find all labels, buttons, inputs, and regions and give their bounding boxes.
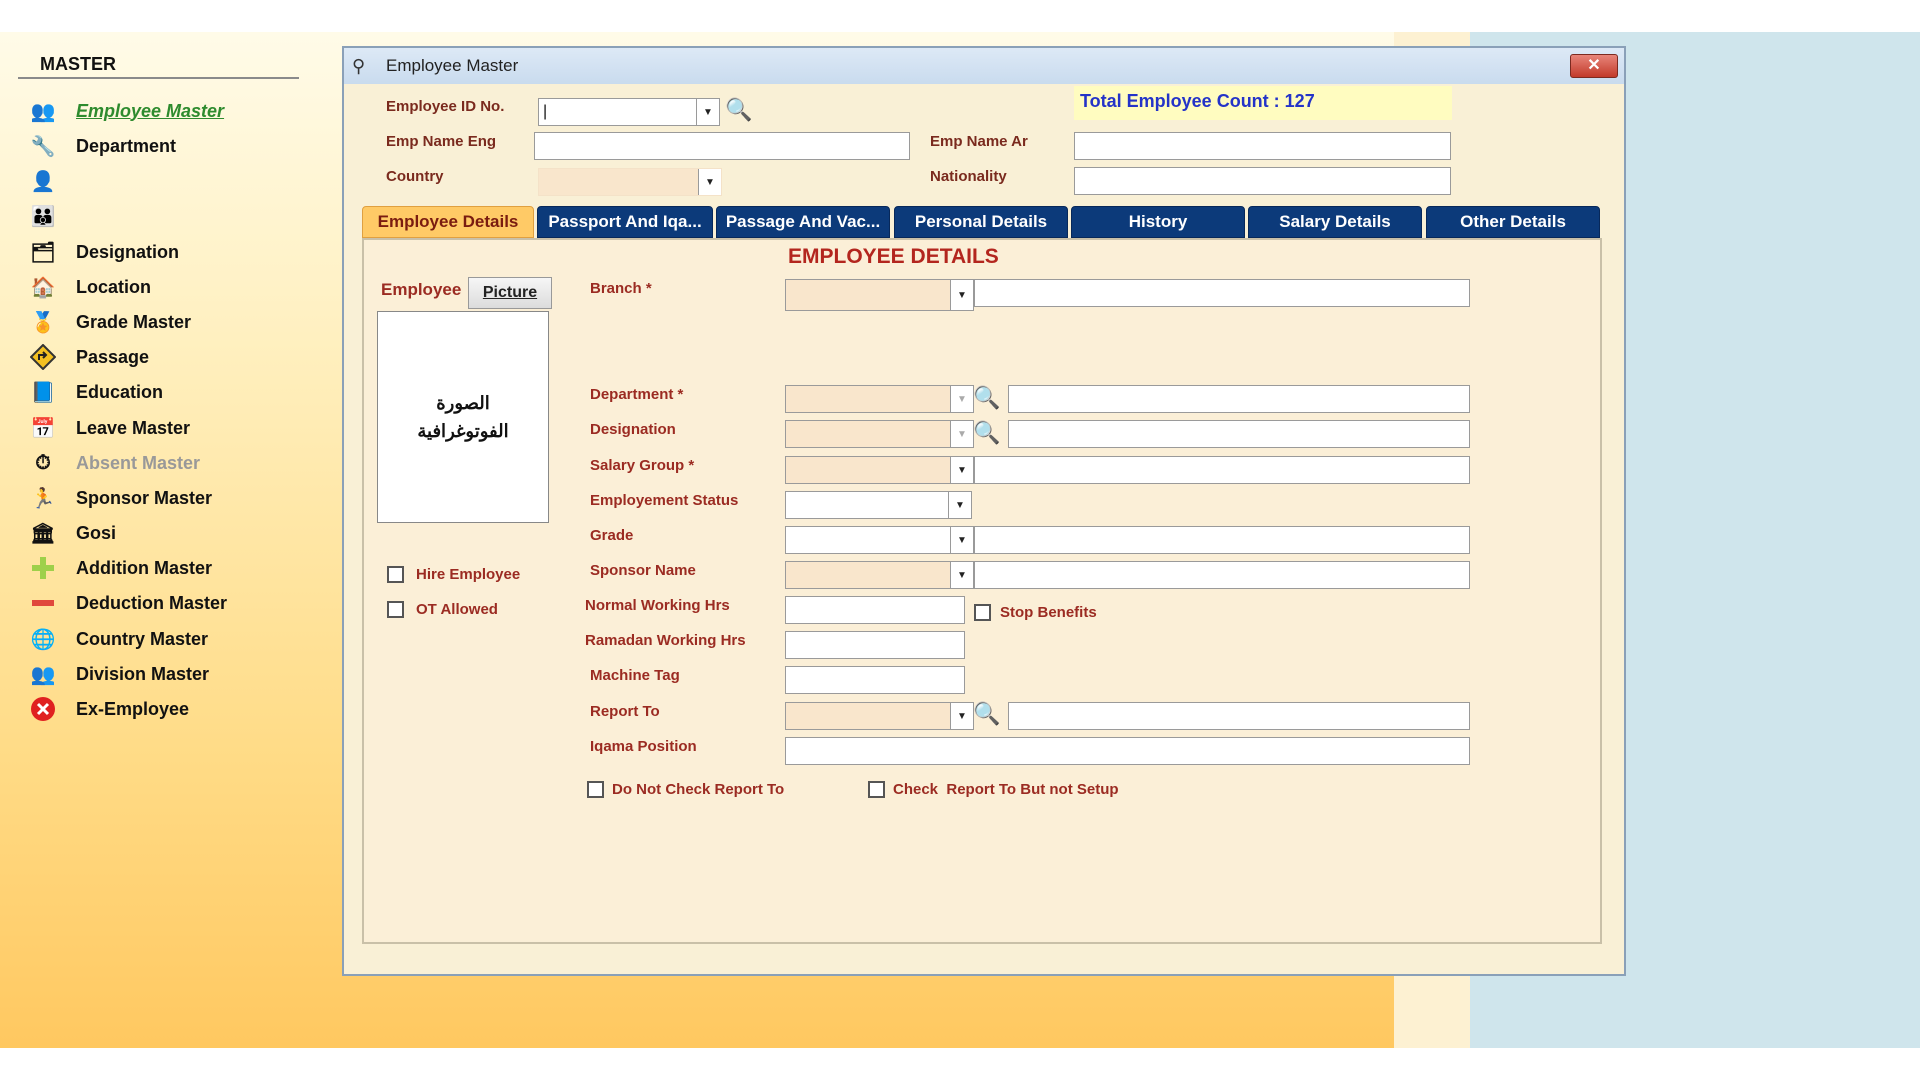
chevron-down-icon[interactable]: ▼ [950,386,973,412]
sidebar-item-label: Education [76,381,164,402]
sidebar-item-label: Deduction Master [76,592,228,613]
employment-status-label: Employement Status [590,492,739,509]
hire-employee-label: Hire Employee [416,566,521,583]
close-circle-icon [28,695,58,723]
branch-combo[interactable] [785,279,974,311]
key-icon: ⚲ [352,55,366,76]
stop-benefits-label: Stop Benefits [1000,604,1097,621]
do-not-check-report-to-label: Do Not Check Report To [612,781,785,798]
sidebar-item-label: Ex-Employee [76,698,190,719]
chevron-down-icon[interactable]: ▼ [696,99,719,125]
department-name-input[interactable] [1008,385,1470,413]
search-icon[interactable]: 🔍 [973,420,1001,445]
sidebar-item-label: Addition Master [76,557,213,578]
tab-personal-details[interactable]: Personal Details [894,206,1068,238]
total-employee-count-text: Total Employee Count : 127 [1080,91,1315,111]
sidebar-item-label: Designation [76,241,180,262]
report-to-combo[interactable] [785,702,974,730]
emp-name-ar-label: Emp Name Ar [930,133,1028,150]
sidebar-item-ex-employee[interactable] [28,694,189,724]
sidebar-item-group[interactable] [28,201,76,231]
location-icon: 🏠 [30,276,56,299]
sidebar-item-country-master[interactable] [28,624,208,654]
nationality-input[interactable] [1074,167,1451,195]
tab-passage-and-vacation[interactable]: Passage And Vac... [716,206,890,238]
do-not-check-report-to-checkbox[interactable] [587,781,604,798]
designation-icon: 🗂 [30,241,56,264]
hire-employee-checkbox[interactable] [387,566,404,583]
emp-name-eng-label: Emp Name Eng [386,133,497,150]
people-gear-icon: 👥 [30,100,56,123]
tools-icon: 🔧 [30,135,56,158]
emp-name-ar-input[interactable] [1074,132,1451,160]
ot-allowed-label: OT Allowed [416,601,498,618]
ot-allowed-checkbox[interactable] [387,601,404,618]
gosi-icon: 🏛 [30,522,56,545]
iqama-position-label: Iqama Position [590,738,697,755]
normal-working-hrs-label: Normal Working Hrs [585,597,730,614]
search-icon[interactable]: 🔍 [725,97,753,122]
sidebar-item-label: Location [76,276,151,297]
grade-combo[interactable] [785,526,974,554]
sidebar-item-passage[interactable] [28,342,149,372]
absent-icon: ⏱ [35,451,51,474]
sidebar-item-employee-master[interactable] [28,96,224,126]
sidebar-item-label: Passage [76,346,150,367]
sidebar-item-designation[interactable] [28,237,179,267]
nationality-label: Nationality [930,168,1007,185]
designation-name-input[interactable] [1008,420,1470,448]
chevron-down-icon[interactable]: ▼ [948,492,971,518]
branch-label: Branch * [590,280,652,297]
search-icon[interactable]: 🔍 [973,385,1001,410]
sidebar-item-addition-master[interactable] [28,553,212,583]
sidebar-item-label: Sponsor Master [76,487,213,508]
total-employee-count [1074,86,1452,120]
report-to-name-input[interactable] [1008,702,1470,730]
close-button[interactable]: ✕ [1570,54,1618,78]
normal-working-hrs-input[interactable] [785,596,965,624]
machine-tag-label: Machine Tag [590,667,680,684]
calendar-icon: 📅 [30,417,56,440]
sponsor-name-label: Sponsor Name [590,562,696,579]
employment-status-combo[interactable] [785,491,972,519]
country-label: Country [386,168,444,185]
tab-other-details[interactable]: Other Details [1426,206,1600,238]
department-combo[interactable] [785,385,974,413]
ramadan-working-hrs-input[interactable] [785,631,965,659]
salary-group-combo[interactable] [785,456,974,484]
sponsor-name-combo[interactable] [785,561,974,589]
sidebar-item-label: Grade Master [76,311,192,332]
photo-box[interactable] [377,311,549,523]
window-titlebar[interactable] [344,48,1624,84]
sidebar-item-label: Country Master [76,628,209,649]
sidebar-divider [18,77,299,79]
designation-combo[interactable] [785,420,974,448]
sidebar-item-leave-master[interactable] [28,413,190,443]
text-cursor: | [543,103,548,120]
grade-icon: 🏅 [30,311,56,334]
check-report-to-not-setup-label: Check Report To But not Setup [893,781,1119,798]
tab-history[interactable]: History [1071,206,1245,238]
sidebar-title: MASTER [40,54,116,74]
sidebar-item-label: Employee Master [76,100,225,121]
sponsor-name-input[interactable] [974,561,1470,589]
sidebar-item-location[interactable] [28,272,151,302]
minus-icon [28,589,58,617]
sidebar-item-deduction-master[interactable] [28,588,227,618]
sidebar-item-division-master[interactable] [28,659,209,689]
salary-group-name-input[interactable] [974,456,1470,484]
machine-tag-input[interactable] [785,666,965,694]
ramadan-working-hrs-label: Ramadan Working Hrs [585,632,746,649]
chevron-down-icon[interactable]: ▼ [950,703,973,729]
search-icon[interactable]: 🔍 [973,701,1001,726]
stop-benefits-checkbox[interactable] [974,604,991,621]
chevron-down-icon[interactable]: ▼ [950,562,973,588]
check-report-to-not-setup-checkbox[interactable] [868,781,885,798]
emp-name-eng-input[interactable] [534,132,910,160]
tab-salary-details[interactable]: Salary Details [1248,206,1422,238]
section-title: EMPLOYEE DETAILS [788,245,999,268]
iqama-position-input[interactable] [785,737,1470,765]
salary-group-label: Salary Group * [590,457,695,474]
chevron-down-icon[interactable]: ▼ [950,421,973,447]
picture-button[interactable]: Picture [468,277,552,309]
department-label: Department * [590,386,684,403]
sidebar-item-sponsor-master[interactable] [28,483,212,513]
country-combo[interactable] [538,168,722,196]
sidebar-item-gosi[interactable] [28,518,116,548]
grade-name-input[interactable] [974,526,1470,554]
branch-name-input[interactable] [974,279,1470,307]
employee-id-combo[interactable] [538,98,720,126]
chevron-down-icon[interactable]: ▼ [950,280,973,310]
globe-icon: 🌐 [30,628,56,651]
user-tree-icon: 👤 [30,170,56,193]
sidebar-item-label: Division Master [76,663,210,684]
sidebar-item-education[interactable] [28,377,163,407]
division-icon: 👥 [30,663,56,686]
runner-icon: 🏃 [30,487,56,510]
sidebar-item-label: Absent Master [76,452,201,473]
sidebar-item-grade-master[interactable] [28,307,191,337]
road-sign-icon [28,343,58,371]
sidebar-item-label: Department [76,135,177,156]
employee-id-label: Employee ID No. [386,98,505,115]
education-icon: 📘 [30,381,56,404]
sidebar-item-user-tree[interactable] [28,166,76,196]
sidebar-item-department[interactable] [28,131,176,161]
photo-placeholder-line2: الفوتوغرافية [417,421,509,441]
designation-label: Designation [590,421,676,438]
sidebar-item-absent-master[interactable] [28,448,200,478]
window-title: Employee Master [386,56,519,75]
employee-label: Employee [381,280,462,299]
tab-employee-details[interactable]: Employee Details [362,206,534,238]
group-icon: 👪 [30,205,56,228]
photo-placeholder-line1: الصورة [436,393,490,413]
sidebar-item-label: Leave Master [76,417,191,438]
grade-label: Grade [590,527,634,544]
chevron-down-icon[interactable]: ▼ [950,527,973,553]
report-to-label: Report To [590,703,660,720]
tab-passport-and-iqama[interactable]: Passport And Iqa... [537,206,713,238]
sidebar-item-label: Gosi [76,522,117,543]
chevron-down-icon[interactable]: ▼ [698,169,721,195]
plus-icon [28,554,58,582]
chevron-down-icon[interactable]: ▼ [950,457,973,483]
